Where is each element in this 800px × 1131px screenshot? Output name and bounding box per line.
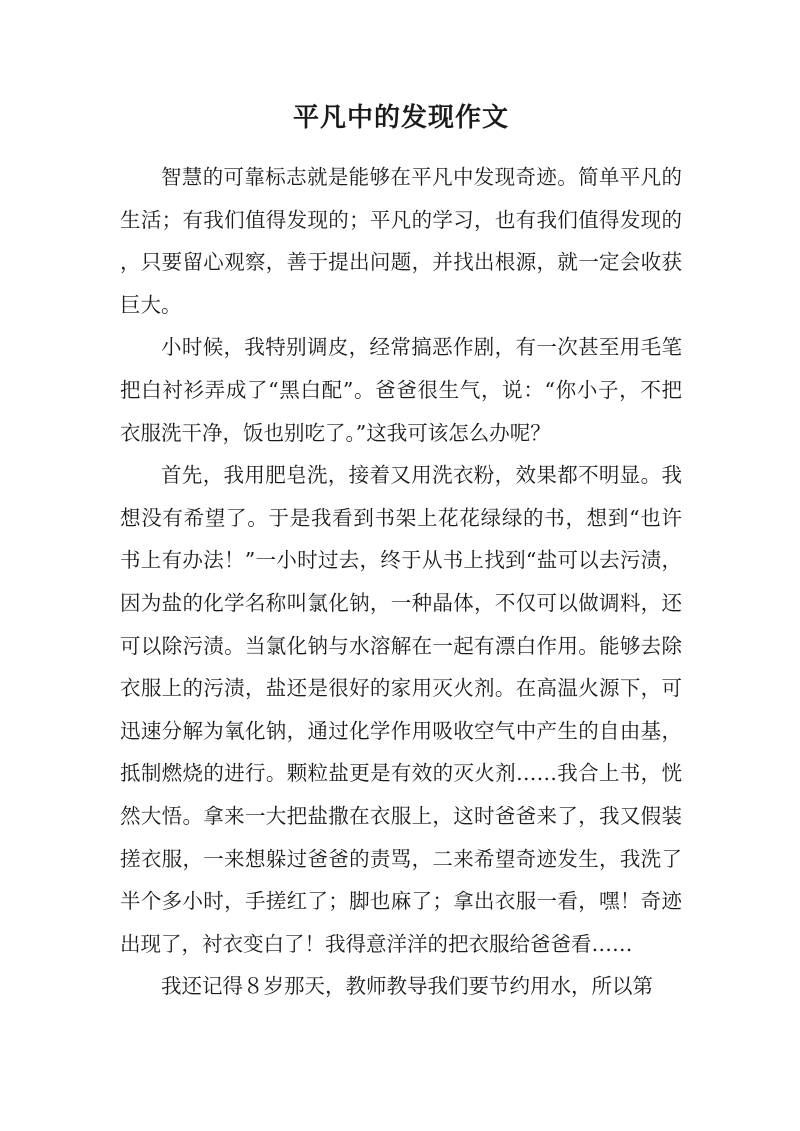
paragraph-2: 小时候，我特别调皮，经常搞恶作剧，有一次甚至用毛笔把白衬衫弄成了“黑白配”。爸爸很生气，说：“你小子，不把衣服洗干净，饭也别吃了。”这我可该怎么办呢？ [120,335,682,445]
paragraph-3: 首先，我用肥皂洗，接着又用洗衣粉，效果都不明显。我想没有希望了。于是我看到书架上花花绿绿的书，想到“也许书上有办法！”一小时过去，终于从书上找到“盐可以去污渍，因为盐的化学名称叫氯化钠，一种晶体，不仅可以做调料，还可以除污渍。当氯化钠与水溶解在一起有漂白作用。能够去除衣服上的污渍，盐还是很好的家用灭火剂。在高温火源下，可迅速分解为氧化钠，通过化学作用吸收空气中产生的自由基，抵制燃烧的进行。颗粒盐更是有效的灭火剂……我合上书，恍然大悟。拿来一大把盐撒在衣服上，这时爸爸来了，我又假装搓衣服，一来想躲过爸爸的责骂，二来希望奇迹发生，我洗了半个多小时，手搓红了；脚也麻了；拿出衣服一看，嘿！奇迹出现了，衬衣变白了！我得意洋洋的把衣服给爸爸看…… [120,463,682,956]
paragraph-4: 我还记得８岁那天，教师教导我们要节约用水，所以第 [161,974,653,999]
document-body [120,156,682,1008]
document-title: 平凡中的发现作文 [292,103,509,133]
paragraph-1: 智慧的可靠标志就是能够在平凡中发现奇迹。简单平凡的生活；有我们值得发现的；平凡的学习，也有我们值得发现的，只要留心观察，善于提出问题，并找出根源，就一定会收获巨大。 [120,165,682,317]
